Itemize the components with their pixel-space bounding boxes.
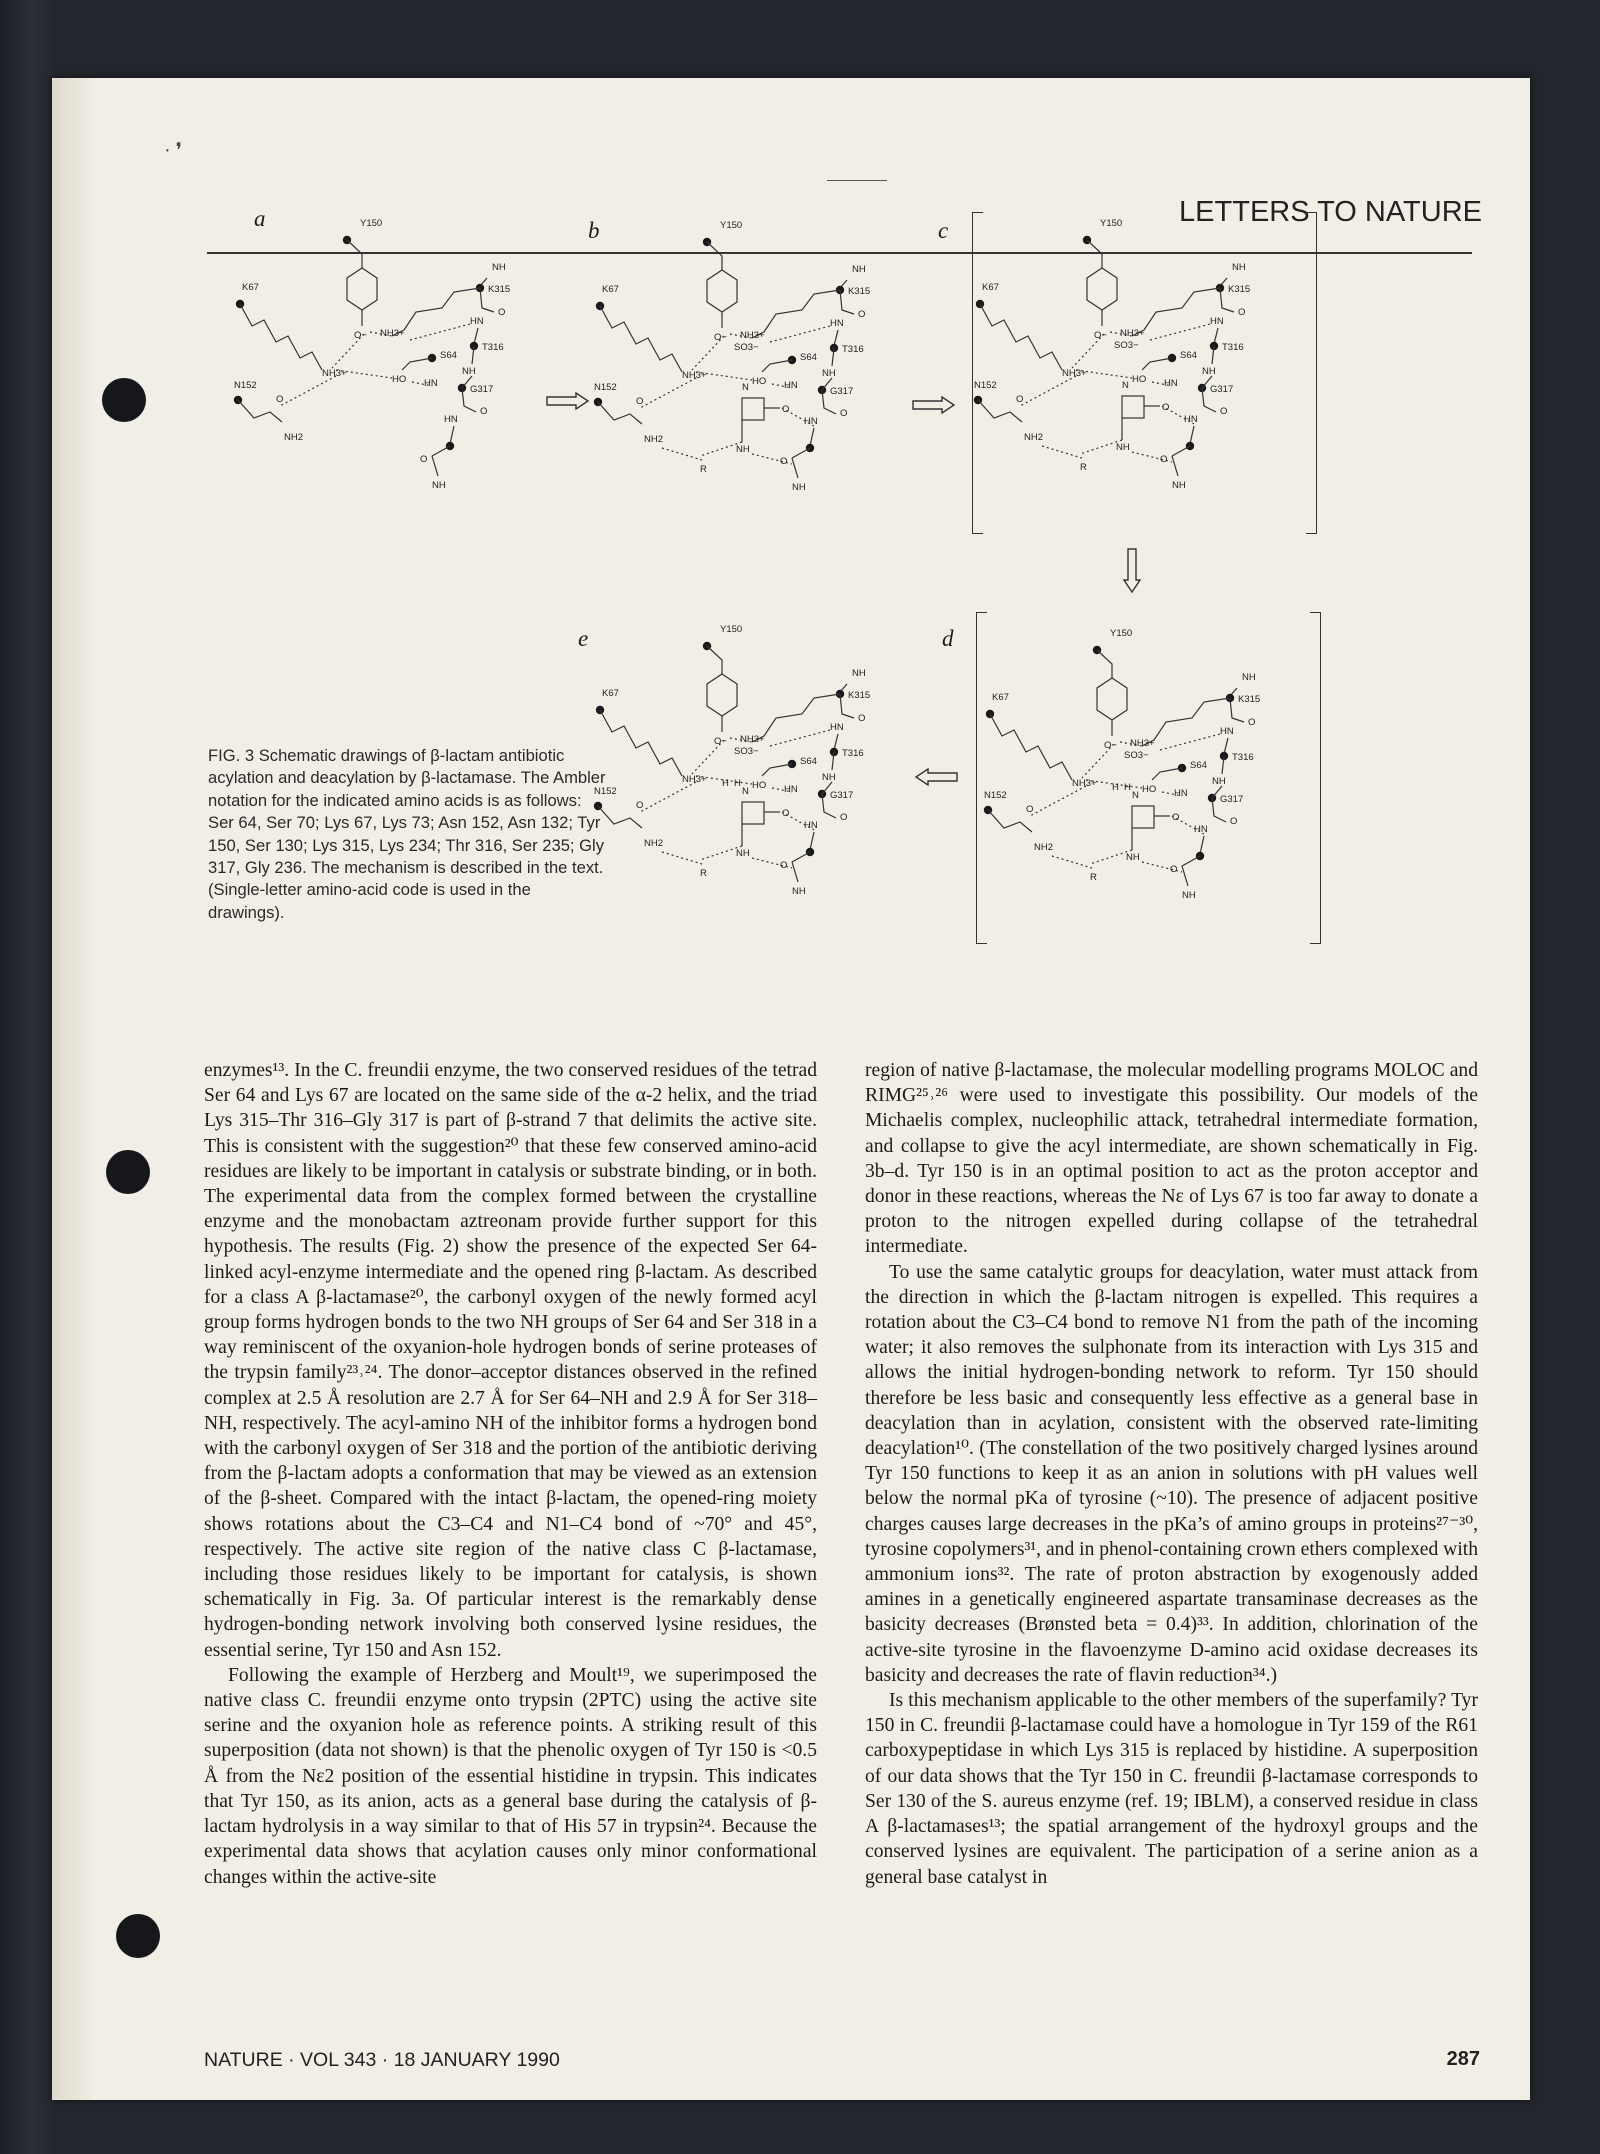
hbond-line: [662, 852, 702, 864]
nh-label: NH: [1212, 776, 1226, 787]
k315-label: K315: [1238, 694, 1261, 705]
n152-label: N152: [594, 382, 617, 393]
k315-label: K315: [848, 690, 871, 701]
hn-label: HN: [784, 784, 798, 795]
lactam-n: N: [1122, 380, 1129, 391]
carbonyl-o: O: [780, 860, 788, 871]
k67-label: K67: [602, 284, 619, 295]
bond-line: [762, 764, 792, 776]
lactam-n: N: [742, 382, 749, 393]
y150-label: Y150: [360, 218, 383, 229]
bracket-d-right: [1310, 612, 1321, 944]
amide-nh2: NH2: [284, 432, 304, 443]
nh-label: NH: [792, 886, 806, 897]
stray-mark: · ❜: [164, 140, 183, 162]
k315-label: K315: [488, 284, 511, 295]
bond-line: [392, 288, 480, 336]
tyrosinate-label: O−: [714, 736, 727, 747]
bond-line: [1097, 650, 1112, 678]
hbond-line: [1030, 786, 1086, 816]
carbonyl-o: O: [1016, 394, 1024, 405]
bond-line: [810, 832, 814, 850]
lys315-ammonium-label: NH3+: [1130, 738, 1155, 749]
body-paragraph: enzymes¹³. In the C. freundii enzyme, the two conserved residues of the tetrad Ser 64 and Lys 67 are located on the same side of the α-2 helix, and the triad Lys 315–Thr 316–Gly 317 is part of β-strand 7 that delimits the active site. This is consistent with the suggestion²⁰ that these few conserved amino-acid residues are likely to be important in catalysis or substrate binding, or in both. The experimental data from the complex formed between the crystalline enzyme and the monobactam aztreonam provide further support for this hypothesis. The results (Fig. 2) show the presence of the expected Ser 64-linked acyl-enzyme intermediate and the opened ring β-lactam. As described for a class A β-lactamase²⁰, the carbonyl oxygen of the newly formed acyl group forms hydrogen bonds to the two NH groups of Ser 64 and Ser 318 in a way reminiscent of the oxyanion-hole hydrogen bonds of serine proteases of the trypsin family²³˒²⁴. The donor–acceptor distances observed in the refined complex at 2.5 Å resolution are 2.7 Å for Ser 64–NH and 2.9 Å for Ser 318–NH, respectively. The acyl-amino NH of the inhibitor forms a hydrogen bond with the carbonyl oxygen of Ser 318 and the portion of the antibiotic deriving from the β-lactam adopts a conformation that may be viewed as an extension of the β-sheet. Compared with the intact β-lactam, the opened-ring moiety shows rotations about the C3–C4 and N1–C4 bond of ~70° and 45°, respectively. The active site region of the native class C β-lactamase, including those residues likely to be important for catalysis, is shown schematically in Fig. 3a. Of particular interest is the remarkably dense hydrogen-bonding network involving both conserved lysine residues, the essential serine, Tyr 150 and Asn 152.: [204, 1060, 817, 1661]
r-group: R: [1090, 872, 1097, 883]
binding-edge: [0, 0, 54, 2154]
bond-line: [834, 734, 838, 750]
hydrogen: H: [722, 778, 729, 789]
panel-a-schematic: [232, 208, 532, 543]
g317-label: G317: [830, 790, 854, 801]
s64-label: S64: [800, 352, 817, 363]
sulphonate: SO3−: [734, 746, 759, 757]
hn-label: HN: [1210, 316, 1224, 327]
k315-label: K315: [1228, 284, 1251, 295]
page-number: 287: [1446, 2048, 1480, 2070]
bond-line: [1172, 446, 1190, 456]
n152-label: N152: [984, 790, 1007, 801]
t316-label: T316: [482, 342, 504, 353]
hbond-line: [1020, 376, 1076, 406]
carbonyl-o: O: [480, 406, 488, 417]
top-mark: [827, 180, 887, 181]
hbond-line: [1042, 446, 1082, 458]
carbonyl-o: O: [420, 454, 428, 465]
hbond-line: [640, 378, 696, 408]
amide-nh2: NH2: [1034, 842, 1054, 853]
g317-label: G317: [1210, 384, 1234, 395]
carbonyl-o: O: [782, 404, 790, 415]
k67-label: K67: [982, 282, 999, 293]
carbonyl-o: O: [840, 812, 848, 823]
hn-label: HN: [1220, 726, 1234, 737]
bond-line: [1214, 328, 1218, 344]
bond-line: [980, 304, 1062, 370]
beta-lactam-ring: [1122, 396, 1144, 418]
s64-label: S64: [440, 350, 457, 361]
bond-line: [792, 852, 810, 862]
hbond-line: [662, 448, 702, 460]
r-group: R: [700, 464, 707, 475]
hn-label: HN: [784, 380, 798, 391]
hn-label: HN: [1164, 378, 1178, 389]
bond-line: [600, 306, 682, 372]
punch-hole: [116, 1914, 160, 1958]
panel-label-c: c: [938, 218, 949, 243]
y150-label: Y150: [1110, 628, 1133, 639]
bond-line: [1142, 358, 1172, 370]
hbond-line: [1150, 324, 1210, 340]
hn-label: HN: [444, 414, 458, 425]
bond-line: [1132, 288, 1220, 336]
lys67-ammonium-label: NH3+: [1062, 368, 1087, 379]
amide-nh2: NH2: [644, 434, 664, 445]
carbonyl-o: O: [1160, 454, 1168, 465]
body-paragraph: region of native β-lactamase, the molecular modelling programs MOLOC and RIMG²⁵˒²⁶ were used to investigate this possibility. Our models of the Michaelis complex, nucleophilic attack, tetrahedral intermediate formation, and collapse to give the acyl intermediate, are shown schematically in Fig. 3b–d. Tyr 150 is in an optimal position to act as the proton acceptor and donor in these reactions, whereas the Nε of Lys 67 is too far away to donate a proton to the nitrogen expelled during collapse of the tetrahedral intermediate.: [865, 1060, 1478, 1258]
bond-line: [752, 290, 840, 338]
panel-e-schematic: [592, 614, 892, 949]
carbonyl-o: O: [858, 713, 866, 724]
bond-line: [792, 862, 798, 882]
bond-line: [990, 714, 1072, 780]
carbonyl-o: O: [840, 408, 848, 419]
nh-label: NH: [736, 444, 750, 455]
bond-line: [432, 456, 438, 476]
carbonyl-o: O: [1220, 406, 1228, 417]
hn-label: HN: [424, 378, 438, 389]
tyrosinate-label: O−: [1104, 740, 1117, 751]
serine-ho: HO: [1132, 374, 1147, 385]
carbonyl-o: O: [782, 808, 790, 819]
text-column-left: [204, 1058, 817, 1890]
arrow-c-to-d: [1123, 548, 1141, 594]
hn-label: HN: [1174, 788, 1188, 799]
t316-label: T316: [1222, 342, 1244, 353]
carbonyl-o: O: [1162, 402, 1170, 413]
bond-line: [752, 694, 840, 742]
nh-label: NH: [1232, 262, 1246, 273]
body-paragraph: Is this mechanism applicable to the other members of the superfamily? Tyr 150 in C. freundii β-lactamase could have a homologue in Tyr 159 of the R61 carboxypeptidase in which Lys 315 is replaced by histidine. A superposition of our data shows that the Tyr 150 in C. freundii β-lactamase corresponds to Ser 130 of the S. aureus enzyme (ref. 19; IBLM), a conserved residue in class A β-lactamases¹³; the spatial arrangement of the hydroxyl groups and the conserved lysines are equivalent. The participation of a serine anion as a general base catalyst in: [865, 1690, 1478, 1888]
phenyl-ring: [1097, 678, 1127, 720]
nh-label: NH: [792, 482, 806, 493]
lactam-n: N: [742, 786, 749, 797]
t316-label: T316: [1232, 752, 1254, 763]
bond-line: [792, 458, 798, 478]
hbond-line: [410, 324, 470, 340]
bond-line: [792, 448, 810, 458]
y150-label: Y150: [720, 624, 743, 635]
bracket-c-right: [1306, 212, 1317, 534]
k315-label: K315: [848, 286, 871, 297]
y150-label: Y150: [720, 220, 743, 231]
bond-line: [402, 358, 432, 370]
k67-label: K67: [242, 282, 259, 293]
bond-line: [834, 330, 838, 346]
nh-label: NH: [1126, 852, 1140, 863]
punch-hole: [106, 1150, 150, 1194]
nh-label: NH: [1116, 442, 1130, 453]
tyrosinate-label: O−: [1094, 330, 1107, 341]
carbonyl-o: O: [636, 800, 644, 811]
lactam-n: N: [1132, 790, 1139, 801]
bond-line: [1190, 426, 1194, 444]
bond-line: [474, 328, 478, 344]
panel-label-d: d: [942, 626, 954, 651]
panel-label-b: b: [588, 218, 600, 243]
carbonyl-o: O: [498, 307, 506, 318]
nh-label: NH: [736, 848, 750, 859]
s64-label: S64: [1180, 350, 1197, 361]
g317-label: G317: [830, 386, 854, 397]
hn-label: HN: [470, 316, 484, 327]
serine-ho: HO: [752, 780, 767, 791]
hn-label: HN: [804, 820, 818, 831]
hn-label: HN: [830, 722, 844, 733]
phenyl-ring: [707, 270, 737, 312]
carbonyl-o: O: [858, 309, 866, 320]
serine-ho: HO: [1142, 784, 1157, 795]
bond-line: [600, 710, 682, 776]
k67-label: K67: [602, 688, 619, 699]
amide-nh2: NH2: [1024, 432, 1044, 443]
n152-label: N152: [974, 380, 997, 391]
n152-label: N152: [594, 786, 617, 797]
beta-lactam-ring: [742, 802, 764, 824]
carbonyl-o: O: [1172, 812, 1180, 823]
n152-label: N152: [234, 380, 257, 391]
lys315-ammonium-label: NH3+: [740, 734, 765, 745]
carbonyl-o: O: [1230, 816, 1238, 827]
panel-label-e: e: [578, 626, 589, 651]
nh-label: NH: [822, 368, 836, 379]
bond-line: [1172, 456, 1178, 476]
nh-label: NH: [1182, 890, 1196, 901]
hn-label: HN: [804, 416, 818, 427]
hbond-line: [770, 326, 830, 342]
serine-ho: HO: [752, 376, 767, 387]
lys315-ammonium-label: NH3+: [740, 330, 765, 341]
bond-line: [707, 646, 722, 674]
k67-label: K67: [992, 692, 1009, 703]
hbond-line: [1052, 856, 1092, 868]
journal-page: [52, 78, 1530, 2100]
nh-label: NH: [492, 262, 506, 273]
section-header: LETTERS TO NATURE: [1179, 196, 1482, 228]
panel-label-a: a: [254, 206, 266, 231]
nh-label: NH: [462, 366, 476, 377]
g317-label: G317: [1220, 794, 1244, 805]
hbond-line: [280, 376, 336, 406]
body-paragraph: To use the same catalytic groups for deacylation, water must attack from the direction in which the β-lactam nitrogen is expelled. This requires a rotation about the C3–C4 bond to remove N1 from the path of the incoming water; it also removes the sulphonate from its interaction with Lys 315 and allows the initial hydrogen-bonding network to reform. Tyr 150 should therefore be less basic and consequently less effective as a general base in deacylation than in acylation, consistent with the observed rate-limiting deacylation¹⁰. (The constellation of the two positively charged lysines around Tyr 150 functions to keep it as an anion in solutions with pH values well below the normal pKa of tyrosine (~10). The presence of adjacent positive charges causes large decreases in the pKa’s of amino groups in proteins²⁷⁻³⁰, tyrosine copolymers³¹, and in phenol-containing crown ethers complexed with ammonium ions³². The rate of proton abstraction by exogenously added amines in a genetically engineered aspartate transaminase decreases as the basicity decreases (Brønsted beta = 0.4)³³. In addition, chlorination of the active-site tyrosine in the flavoenzyme D-amino acid oxidase decreases its basicity and decreases the rate of flavin reduction³⁴.): [865, 1261, 1479, 1686]
text-column-right: [865, 1058, 1478, 1890]
carbonyl-o: O: [276, 394, 284, 405]
bond-line: [1182, 856, 1200, 866]
tyrosinate-label: O−: [714, 332, 727, 343]
r-group: R: [700, 868, 707, 879]
hydrogen: H: [734, 778, 741, 789]
schematic-svg: [972, 208, 1272, 538]
nh-label: NH: [1172, 480, 1186, 491]
r-group: R: [1080, 462, 1087, 473]
lys315-ammonium-label: NH3+: [1120, 328, 1145, 339]
bond-line: [1087, 240, 1102, 268]
bond-line: [707, 242, 722, 270]
hydrogen: H: [1124, 782, 1131, 793]
bond-line: [1152, 768, 1182, 780]
sulphonate: SO3−: [734, 342, 759, 353]
arrow-a-to-b: [546, 392, 590, 410]
bond-line: [347, 240, 362, 268]
bracket-c-left: [972, 212, 983, 534]
nh-label: NH: [432, 480, 446, 491]
g317-label: G317: [470, 384, 494, 395]
schematic-svg: [232, 208, 532, 538]
serine-ho: HO: [392, 374, 407, 385]
arrow-d-to-e: [914, 768, 958, 786]
bond-line: [1224, 738, 1228, 754]
bond-line: [1200, 836, 1204, 854]
lys67-ammonium-label: NH3+: [322, 368, 347, 379]
bond-line: [1182, 866, 1188, 886]
hydrogen: H: [1112, 782, 1119, 793]
nh-label: NH: [852, 668, 866, 679]
sulphonate: SO3−: [1124, 750, 1149, 761]
beta-lactam-ring: [1132, 806, 1154, 828]
phenyl-ring: [347, 268, 377, 310]
t316-label: T316: [842, 344, 864, 355]
y150-label: Y150: [1100, 218, 1123, 229]
phenyl-ring: [707, 674, 737, 716]
bond-line: [810, 428, 814, 446]
carbonyl-o: O: [780, 456, 788, 467]
carbonyl-o: O: [1238, 307, 1246, 318]
bond-line: [1142, 698, 1230, 746]
panel-d-schematic: [982, 618, 1282, 953]
panel-b-schematic: [592, 210, 892, 545]
lys67-ammonium-label: NH3+: [682, 370, 707, 381]
carbonyl-o: O: [1248, 717, 1256, 728]
carbonyl-o: O: [636, 396, 644, 407]
body-paragraph: Following the example of Herzberg and Moult¹⁹, we superimposed the native class C. freundii enzyme onto trypsin (2PTC) using the active site serine and the oxyanion hole as reference points. A striking result of this superposition (data not shown) is that the phenolic oxygen of Tyr 150 is <0.5 Å from the Nε2 position of the essential histidine in trypsin. This indicates that Tyr 150, as its anion, acts as a general base during the catalysis of β-lactam hydrolysis in a way similar to that of His 57 in trypsin²⁴. Because the experimental data shows that acylation causes only minor conformational changes within the active-site: [204, 1664, 817, 1888]
carbonyl-o: O: [1026, 804, 1034, 815]
hbond-line: [1160, 734, 1220, 750]
t316-label: T316: [842, 748, 864, 759]
nh-label: NH: [1202, 366, 1216, 377]
bond-line: [450, 426, 454, 444]
hn-label: HN: [1194, 824, 1208, 835]
nh-label: NH: [822, 772, 836, 783]
hn-label: HN: [830, 318, 844, 329]
s64-label: S64: [1190, 760, 1207, 771]
lys67-ammonium-label: NH3+: [682, 774, 707, 785]
bond-line: [762, 360, 792, 372]
bond-line: [432, 446, 450, 456]
hn-label: HN: [1184, 414, 1198, 425]
sulphonate: SO3−: [1114, 340, 1139, 351]
schematic-svg: [982, 618, 1282, 948]
hbond-line: [770, 730, 830, 746]
panel-c-schematic: [972, 208, 1272, 543]
nh-label: NH: [1242, 672, 1256, 683]
lys67-ammonium-label: NH3+: [1072, 778, 1097, 789]
figure-caption: FIG. 3 Schematic drawings of β-lactam antibiotic acylation and deacylation by β-lactamase. The Ambler notation for the indicated amino acids is as follows: Ser 64, Ser 70; Lys 67, Lys 73; Asn 152, Asn 132; Tyr 150, Ser 130; Lys 315, Lys 234; Thr 316, Ser 235; Gly 317, Gly 236. The mechanism is described in the text. (Single-letter amino-acid code is used in the drawings).: [208, 746, 606, 922]
schematic-svg: [592, 614, 892, 944]
beta-lactam-ring: [742, 398, 764, 420]
footer-journal: NATURE · VOL 343 · 18 JANUARY 1990: [204, 2049, 560, 2071]
arrow-b-to-c: [912, 396, 956, 414]
tyrosinate-label: O−: [354, 330, 367, 341]
bracket-d-left: [976, 612, 987, 944]
bond-line: [240, 304, 322, 370]
phenyl-ring: [1087, 268, 1117, 310]
nh-label: NH: [852, 264, 866, 275]
punch-hole: [102, 378, 146, 422]
carbonyl-o: O: [1170, 864, 1178, 875]
hbond-line: [640, 782, 696, 812]
s64-label: S64: [800, 756, 817, 767]
amide-nh2: NH2: [644, 838, 664, 849]
lys315-ammonium-label: NH3+: [380, 328, 405, 339]
schematic-svg: [592, 210, 892, 540]
